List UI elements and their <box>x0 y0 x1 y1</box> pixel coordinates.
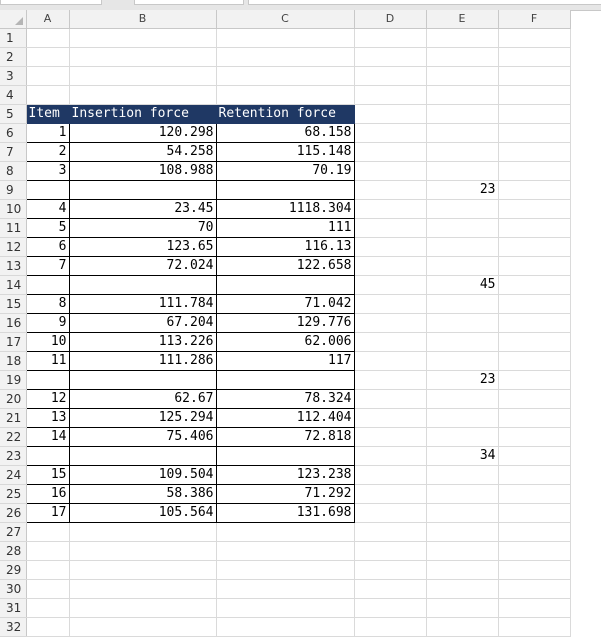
cell-f25[interactable] <box>498 485 570 504</box>
table-cell[interactable]: 12 <box>26 390 69 409</box>
sheet-row <box>0 352 570 371</box>
cell-e10[interactable] <box>426 200 498 219</box>
table-cell[interactable]: 78.324 <box>216 390 354 409</box>
table-cell[interactable] <box>69 276 216 295</box>
select-all-button[interactable] <box>0 10 26 29</box>
cell-d6[interactable] <box>354 124 426 143</box>
cell-c31[interactable] <box>216 599 354 618</box>
cell-d29[interactable] <box>354 561 426 580</box>
cell-e15[interactable] <box>426 295 498 314</box>
cell-d13[interactable] <box>354 257 426 276</box>
table-cell[interactable]: 116.13 <box>216 238 354 257</box>
table-cell[interactable]: 23.45 <box>69 200 216 219</box>
cell-e24[interactable] <box>426 466 498 485</box>
sheet-row <box>0 447 570 466</box>
cell-f31[interactable] <box>498 599 570 618</box>
table-cell[interactable]: 123.65 <box>69 238 216 257</box>
cell-e4[interactable] <box>426 86 498 105</box>
cell-b31[interactable] <box>69 599 216 618</box>
cell-d23[interactable] <box>354 447 426 466</box>
table-header-cell[interactable]: Retention force <box>216 105 354 124</box>
cell-f10[interactable] <box>498 200 570 219</box>
sheet-row <box>0 485 570 504</box>
row-header[interactable]: 4 <box>0 86 26 105</box>
sheet-row <box>0 67 570 86</box>
name-box[interactable] <box>0 0 102 5</box>
column-header-row <box>0 10 570 29</box>
cell-f20[interactable] <box>498 390 570 409</box>
row-header[interactable]: 3 <box>0 67 26 86</box>
cell-f24[interactable] <box>498 466 570 485</box>
cell-c30[interactable] <box>216 580 354 599</box>
cell-a2[interactable] <box>26 48 69 67</box>
cell-d30[interactable] <box>354 580 426 599</box>
cell-f27[interactable] <box>498 523 570 542</box>
cell-f22[interactable] <box>498 428 570 447</box>
sheet-row <box>0 200 570 219</box>
cell-e11[interactable] <box>426 219 498 238</box>
sheet-row <box>0 409 570 428</box>
cell-d21[interactable] <box>354 409 426 428</box>
column-header-b[interactable]: B <box>69 10 216 29</box>
cell-d32[interactable] <box>354 618 426 637</box>
column-header-a[interactable]: A <box>26 10 69 29</box>
sheet-row <box>0 542 570 561</box>
table-cell[interactable]: 70.19 <box>216 162 354 181</box>
cell-e6[interactable] <box>426 124 498 143</box>
table-cell[interactable] <box>216 181 354 200</box>
sheet-row <box>0 466 570 485</box>
cell-f9[interactable] <box>498 181 570 200</box>
cell-d12[interactable] <box>354 238 426 257</box>
sheet-row <box>0 29 570 48</box>
table-cell[interactable]: 2 <box>26 143 69 162</box>
cell-e26[interactable] <box>426 504 498 523</box>
cell-f6[interactable] <box>498 124 570 143</box>
cell-b1[interactable] <box>69 29 216 48</box>
sheet-row <box>0 390 570 409</box>
table-cell[interactable]: 72.024 <box>69 257 216 276</box>
row-header[interactable]: 29 <box>0 561 26 580</box>
sheet-row <box>0 371 570 390</box>
table-cell[interactable]: 71.042 <box>216 295 354 314</box>
table-cell[interactable] <box>216 276 354 295</box>
sheet-row <box>0 428 570 447</box>
cell-e25[interactable] <box>426 485 498 504</box>
row-header[interactable]: 11 <box>0 219 26 238</box>
table-cell[interactable]: 125.294 <box>69 409 216 428</box>
cell-e2[interactable] <box>426 48 498 67</box>
column-header-f[interactable]: F <box>498 10 570 29</box>
table-cell[interactable]: 70 <box>69 219 216 238</box>
row-header[interactable]: 1 <box>0 29 26 48</box>
cell-e27[interactable] <box>426 523 498 542</box>
select-all-icon <box>15 17 23 25</box>
table-cell[interactable]: 129.776 <box>216 314 354 333</box>
sheet-row <box>0 333 570 352</box>
cell-d27[interactable] <box>354 523 426 542</box>
table-cell[interactable]: 111.784 <box>69 295 216 314</box>
cell-f17[interactable] <box>498 333 570 352</box>
cell-f14[interactable] <box>498 276 570 295</box>
table-cell[interactable]: 113.226 <box>69 333 216 352</box>
row-header[interactable]: 14 <box>0 276 26 295</box>
row-header[interactable]: 9 <box>0 181 26 200</box>
cell-f7[interactable] <box>498 143 570 162</box>
cell-e18[interactable] <box>426 352 498 371</box>
table-cell[interactable]: 111.286 <box>69 352 216 371</box>
table-cell[interactable]: 5 <box>26 219 69 238</box>
table-cell[interactable]: 1 <box>26 124 69 143</box>
cell-a28[interactable] <box>26 542 69 561</box>
cell-d22[interactable] <box>354 428 426 447</box>
row-header[interactable]: 20 <box>0 390 26 409</box>
cell-e12[interactable] <box>426 238 498 257</box>
table-cell[interactable]: 13 <box>26 409 69 428</box>
cell-d9[interactable] <box>354 181 426 200</box>
row-header[interactable]: 16 <box>0 314 26 333</box>
cell-d2[interactable] <box>354 48 426 67</box>
row-header[interactable]: 28 <box>0 542 26 561</box>
table-cell[interactable]: 123.238 <box>216 466 354 485</box>
cell-a30[interactable] <box>26 580 69 599</box>
formula-buttons[interactable] <box>134 0 244 5</box>
sheet-row <box>0 561 570 580</box>
table-cell[interactable]: 120.298 <box>69 124 216 143</box>
row-header[interactable]: 19 <box>0 371 26 390</box>
cell-f13[interactable] <box>498 257 570 276</box>
table-cell[interactable]: 58.386 <box>69 485 216 504</box>
cell-a3[interactable] <box>26 67 69 86</box>
table-cell[interactable]: 1118.304 <box>216 200 354 219</box>
row-header[interactable]: 17 <box>0 333 26 352</box>
table-cell[interactable]: 4 <box>26 200 69 219</box>
cell-c32[interactable] <box>216 618 354 637</box>
sheet-row <box>0 86 570 105</box>
sheet-row <box>0 599 570 618</box>
cell-f32[interactable] <box>498 618 570 637</box>
row-header[interactable]: 27 <box>0 523 26 542</box>
row-header[interactable]: 26 <box>0 504 26 523</box>
cell-d16[interactable] <box>354 314 426 333</box>
cell-a4[interactable] <box>26 86 69 105</box>
table-cell[interactable]: 8 <box>26 295 69 314</box>
cell-e3[interactable] <box>426 67 498 86</box>
row-header[interactable]: 5 <box>0 105 26 124</box>
cell-e20[interactable] <box>426 390 498 409</box>
sheet-row <box>0 523 570 542</box>
cell-f2[interactable] <box>498 48 570 67</box>
row-header[interactable]: 22 <box>0 428 26 447</box>
table-cell[interactable]: 11 <box>26 352 69 371</box>
row-header[interactable]: 10 <box>0 200 26 219</box>
sheet-row <box>0 162 570 181</box>
row-header[interactable]: 2 <box>0 48 26 67</box>
row-header[interactable]: 25 <box>0 485 26 504</box>
cell-e8[interactable] <box>426 162 498 181</box>
sheet-row <box>0 618 570 637</box>
table-cell[interactable] <box>216 447 354 466</box>
sheet-row <box>0 314 570 333</box>
table-cell[interactable]: 54.258 <box>69 143 216 162</box>
cell-f16[interactable] <box>498 314 570 333</box>
table-cell[interactable]: 117 <box>216 352 354 371</box>
row-header[interactable]: 32 <box>0 618 26 637</box>
cell-d19[interactable] <box>354 371 426 390</box>
spreadsheet-grid <box>0 10 571 637</box>
formula-input[interactable] <box>248 0 601 5</box>
cell-e21[interactable] <box>426 409 498 428</box>
table-cell[interactable]: 3 <box>26 162 69 181</box>
cell-e7[interactable] <box>426 143 498 162</box>
cell-c1[interactable] <box>216 29 354 48</box>
cell-f29[interactable] <box>498 561 570 580</box>
cell-d4[interactable] <box>354 86 426 105</box>
cell-e14[interactable]: 45 <box>426 276 498 295</box>
row-header[interactable]: 18 <box>0 352 26 371</box>
cell-d24[interactable] <box>354 466 426 485</box>
cell-e17[interactable] <box>426 333 498 352</box>
cell-a31[interactable] <box>26 599 69 618</box>
cell-c28[interactable] <box>216 542 354 561</box>
cell-d10[interactable] <box>354 200 426 219</box>
cell-d14[interactable] <box>354 276 426 295</box>
cell-e29[interactable] <box>426 561 498 580</box>
table-cell[interactable]: 111 <box>216 219 354 238</box>
cell-d26[interactable] <box>354 504 426 523</box>
column-header-e[interactable]: E <box>426 10 498 29</box>
cell-f15[interactable] <box>498 295 570 314</box>
row-header[interactable]: 13 <box>0 257 26 276</box>
cell-e23[interactable]: 34 <box>426 447 498 466</box>
cell-e32[interactable] <box>426 618 498 637</box>
cell-d17[interactable] <box>354 333 426 352</box>
table-cell[interactable]: 15 <box>26 466 69 485</box>
sheet-row <box>0 143 570 162</box>
cell-f26[interactable] <box>498 504 570 523</box>
sheet-row <box>0 276 570 295</box>
cell-d7[interactable] <box>354 143 426 162</box>
table-cell[interactable]: 112.404 <box>216 409 354 428</box>
cell-f1[interactable] <box>498 29 570 48</box>
cell-c29[interactable] <box>216 561 354 580</box>
cell-f12[interactable] <box>498 238 570 257</box>
row-header[interactable]: 30 <box>0 580 26 599</box>
table-cell[interactable]: 72.818 <box>216 428 354 447</box>
cell-f11[interactable] <box>498 219 570 238</box>
table-cell[interactable] <box>216 371 354 390</box>
cell-c3[interactable] <box>216 67 354 86</box>
sheet-row <box>0 238 570 257</box>
table-cell[interactable] <box>69 371 216 390</box>
cell-e28[interactable] <box>426 542 498 561</box>
cell-a32[interactable] <box>26 618 69 637</box>
table-cell[interactable] <box>69 447 216 466</box>
cell-f21[interactable] <box>498 409 570 428</box>
cell-b28[interactable] <box>69 542 216 561</box>
cell-d15[interactable] <box>354 295 426 314</box>
cell-e5[interactable] <box>426 105 498 124</box>
cell-d1[interactable] <box>354 29 426 48</box>
cell-e22[interactable] <box>426 428 498 447</box>
cell-f30[interactable] <box>498 580 570 599</box>
row-header[interactable]: 23 <box>0 447 26 466</box>
cell-b30[interactable] <box>69 580 216 599</box>
column-header-d[interactable]: D <box>354 10 426 29</box>
cell-e31[interactable] <box>426 599 498 618</box>
table-cell[interactable]: 10 <box>26 333 69 352</box>
cell-e9[interactable]: 23 <box>426 181 498 200</box>
cell-b29[interactable] <box>69 561 216 580</box>
cell-c2[interactable] <box>216 48 354 67</box>
row-header[interactable]: 7 <box>0 143 26 162</box>
row-header[interactable]: 6 <box>0 124 26 143</box>
cell-e13[interactable] <box>426 257 498 276</box>
table-cell[interactable]: 105.564 <box>69 504 216 523</box>
cell-e16[interactable] <box>426 314 498 333</box>
table-cell[interactable]: 108.988 <box>69 162 216 181</box>
table-cell[interactable]: 17 <box>26 504 69 523</box>
table-cell[interactable]: 7 <box>26 257 69 276</box>
cell-d28[interactable] <box>354 542 426 561</box>
sheet-row <box>0 48 570 67</box>
cell-b3[interactable] <box>69 67 216 86</box>
table-cell[interactable]: 6 <box>26 238 69 257</box>
table-cell[interactable]: 62.006 <box>216 333 354 352</box>
cell-f18[interactable] <box>498 352 570 371</box>
cell-e1[interactable] <box>426 29 498 48</box>
cell-d18[interactable] <box>354 352 426 371</box>
cell-f23[interactable] <box>498 447 570 466</box>
table-cell[interactable]: 75.406 <box>69 428 216 447</box>
cell-d8[interactable] <box>354 162 426 181</box>
cell-f19[interactable] <box>498 371 570 390</box>
cell-e30[interactable] <box>426 580 498 599</box>
table-header-cell[interactable]: Item <box>26 105 69 124</box>
column-header-c[interactable]: C <box>216 10 354 29</box>
cell-f8[interactable] <box>498 162 570 181</box>
sheet-row <box>0 257 570 276</box>
cell-c4[interactable] <box>216 86 354 105</box>
table-cell[interactable] <box>26 447 69 466</box>
row-header[interactable]: 31 <box>0 599 26 618</box>
cell-d5[interactable] <box>354 105 426 124</box>
table-cell[interactable]: 71.292 <box>216 485 354 504</box>
row-header[interactable]: 15 <box>0 295 26 314</box>
table-cell[interactable]: 68.158 <box>216 124 354 143</box>
table-cell[interactable]: 122.658 <box>216 257 354 276</box>
table-cell[interactable] <box>26 276 69 295</box>
table-cell[interactable] <box>26 371 69 390</box>
table-cell[interactable] <box>69 181 216 200</box>
row-header[interactable]: 12 <box>0 238 26 257</box>
sheet-row <box>0 504 570 523</box>
row-header[interactable]: 21 <box>0 409 26 428</box>
table-cell[interactable]: 62.67 <box>69 390 216 409</box>
table-cell[interactable]: 16 <box>26 485 69 504</box>
cell-a29[interactable] <box>26 561 69 580</box>
table-cell[interactable]: 109.504 <box>69 466 216 485</box>
table-header-cell[interactable]: Insertion force <box>69 105 216 124</box>
cell-f5[interactable] <box>498 105 570 124</box>
cell-d11[interactable] <box>354 219 426 238</box>
cell-d3[interactable] <box>354 67 426 86</box>
table-cell[interactable]: 67.204 <box>69 314 216 333</box>
row-header[interactable]: 8 <box>0 162 26 181</box>
cell-b32[interactable] <box>69 618 216 637</box>
cell-d20[interactable] <box>354 390 426 409</box>
sheet-row <box>0 124 570 143</box>
table-cell[interactable] <box>26 181 69 200</box>
cell-a27[interactable] <box>26 523 69 542</box>
cell-b4[interactable] <box>69 86 216 105</box>
cell-d25[interactable] <box>354 485 426 504</box>
cell-f4[interactable] <box>498 86 570 105</box>
cell-b27[interactable] <box>69 523 216 542</box>
table-cell[interactable]: 9 <box>26 314 69 333</box>
cell-c27[interactable] <box>216 523 354 542</box>
cell-e19[interactable]: 23 <box>426 371 498 390</box>
sheet-row <box>0 295 570 314</box>
table-cell[interactable]: 14 <box>26 428 69 447</box>
cell-d31[interactable] <box>354 599 426 618</box>
sheet-row <box>0 580 570 599</box>
cell-f3[interactable] <box>498 67 570 86</box>
sheet-row <box>0 219 570 238</box>
sheet-row <box>0 105 570 124</box>
table-cell[interactable]: 131.698 <box>216 504 354 523</box>
cell-f28[interactable] <box>498 542 570 561</box>
cell-b2[interactable] <box>69 48 216 67</box>
row-header[interactable]: 24 <box>0 466 26 485</box>
cell-a1[interactable] <box>26 29 69 48</box>
table-cell[interactable]: 115.148 <box>216 143 354 162</box>
sheet-row <box>0 181 570 200</box>
